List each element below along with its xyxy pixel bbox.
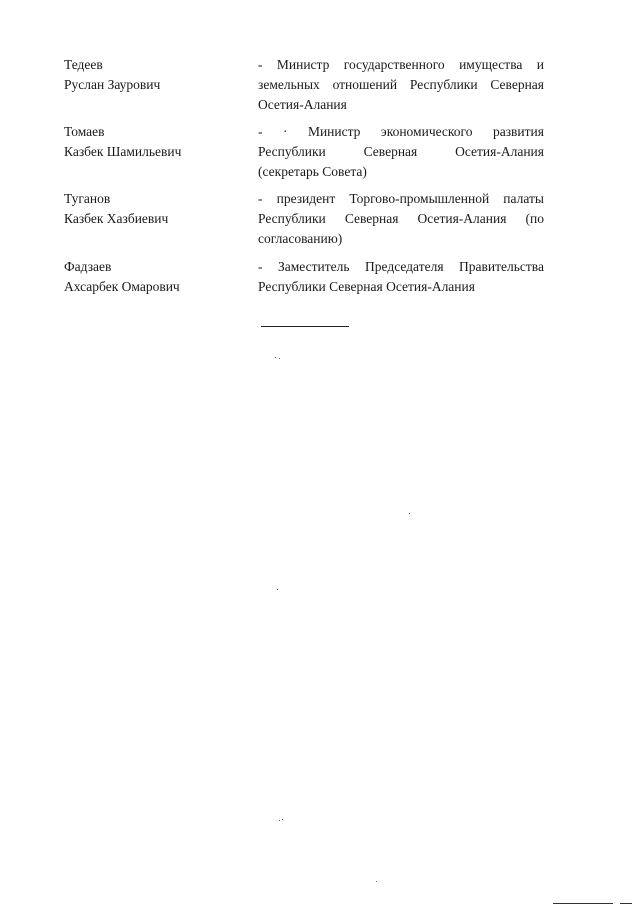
scan-speck	[282, 819, 283, 820]
member-position	[258, 257, 544, 297]
member-name	[64, 122, 244, 162]
member-name	[64, 189, 244, 229]
member-position	[258, 122, 544, 182]
member-name	[64, 55, 244, 95]
member-given-name: Казбек Шамильевич	[64, 144, 182, 159]
member-surname: Томаев	[64, 124, 105, 139]
member-surname: Тедеев	[64, 57, 103, 72]
member-position	[258, 189, 544, 249]
scan-speck	[275, 357, 276, 358]
position-line: - · Министр экономического развития	[258, 124, 544, 139]
footer-rule	[620, 903, 632, 904]
position-line: Республики Северная Осетия-Алания	[258, 144, 544, 159]
position-line: Осетия-Алания	[258, 97, 347, 112]
scan-speck	[279, 820, 280, 821]
member-surname: Фадзаев	[64, 259, 112, 274]
member-position	[258, 55, 544, 115]
scan-speck	[277, 589, 278, 590]
position-line: - Министр государственного имущества и	[258, 57, 544, 72]
position-line: земельных отношений Республики Северная	[258, 77, 544, 92]
position-line: - президент Торгово-промышленной палаты	[258, 191, 544, 206]
member-given-name: Руслан Заурович	[64, 77, 161, 92]
scan-speck	[279, 358, 280, 359]
member-name	[64, 257, 244, 297]
scan-speck	[376, 881, 377, 882]
scan-speck	[409, 513, 410, 514]
position-line: Республики Северная Осетия-Алания (по	[258, 211, 544, 226]
position-line: согласованию)	[258, 231, 343, 246]
position-line: (секретарь Совета)	[258, 164, 367, 179]
member-surname: Туганов	[64, 191, 111, 206]
position-line: Республики Северная Осетия-Алания	[258, 279, 475, 294]
end-of-list-separator	[261, 326, 349, 327]
position-line: - Заместитель Председателя Правительства	[258, 259, 544, 274]
footer-rule	[553, 903, 613, 904]
member-given-name: Ахсарбек Омарович	[64, 279, 180, 294]
member-given-name: Казбек Хазбиевич	[64, 211, 169, 226]
